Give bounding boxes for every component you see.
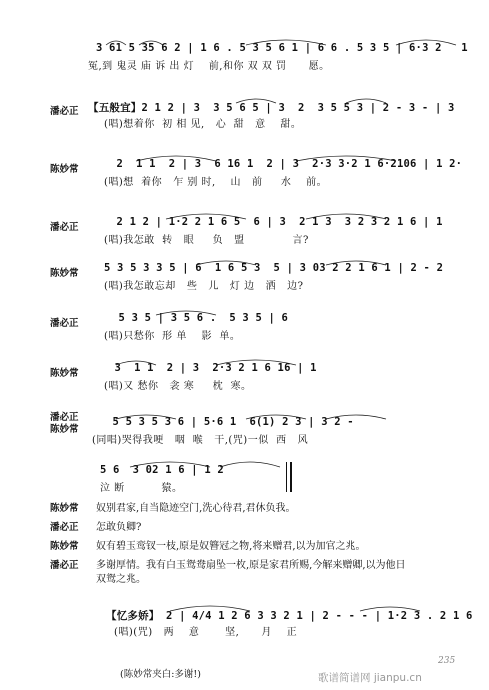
- role-label: 陈妙常: [50, 503, 79, 514]
- dialogue-line: [50, 502, 480, 515]
- role-label: 潘必正: [50, 522, 79, 533]
- dialogue-text: 奴有碧玉鸾钗一枝,原是奴簪冠之物,将来赠君,以为加官之兆。: [96, 541, 366, 552]
- role-label: 潘必正: [50, 560, 79, 571]
- site-watermark: 歌谱简谱网 jianpu.cn: [318, 672, 422, 684]
- spoken-aside: (陈妙常夹白:多谢!): [120, 669, 201, 680]
- role-label: 潘必正: [50, 222, 79, 233]
- role-label: 陈妙常: [50, 368, 79, 379]
- role-label: 陈妙常: [50, 164, 79, 175]
- lyric-line: (唱)我怎敢忘却 些 儿 灯 边 洒 边?: [104, 281, 304, 292]
- lyric-line: (唱)(咒) 两 意 坚, 月 正: [114, 627, 298, 638]
- page-number: 235: [438, 656, 456, 666]
- dialogue-text: 多谢厚情。我有白玉鸳鸯扇坠一枚,原是家君所赐,今解来赠卿,以为他日: [96, 560, 406, 571]
- lyric-line: (唱)我怎敢 转 眼 负 盟 言?: [104, 235, 309, 246]
- notation-line: 3 61 5 35 6 2 | 1 6 . 5 3 5 6 1 | 6 6 . 5 3 5 | 6·3 2 1: [96, 42, 468, 54]
- dialogue-line: [50, 521, 480, 534]
- end-barline-thick: [290, 462, 292, 492]
- notation-line: 3 1 1 2 | 3 2·3 2 1 6 16 | 1: [108, 362, 317, 374]
- lyric-line: (唱)只愁你 形 单 影 单。: [104, 331, 241, 342]
- notation-line: 【忆多娇】 2 | 4/4 1 2 6 3 3 2 1 | 2 - - - | 1·2 3 . 2 1 6: [106, 610, 473, 622]
- dialogue-text: 奴别君家,自当隐迹空门,洗心待君,君休负我。: [96, 503, 296, 514]
- lyric-line: (唱)想 着你 乍 别 时, 山 前 水 前。: [104, 177, 328, 188]
- dialogue-text: 双鸳之兆。: [96, 574, 146, 585]
- dialogue-line: [96, 573, 489, 586]
- lyric-line: (唱)想着你 初 相 见, 心 甜 意 甜。: [104, 119, 302, 130]
- lyric-line: 泣 断 猿。: [100, 483, 183, 494]
- dialogue-text: 怎敢负卿?: [96, 522, 142, 533]
- dialogue-line: [50, 540, 480, 553]
- notation-line: 【五般宜】2 1 2 | 3 3 5 6 5 | 3 2 3 5 5 3 | 2 - 3 - | 3: [88, 102, 455, 114]
- notation-line: 2 1 1 2 | 3 6 16 1 2 | 3 2·3 3·2 1 6·2106 | 1 2·: [110, 158, 463, 170]
- notation-line: 5 5 3 5 3 6 | 5·6 1 6(1) 2 3 | 3 2 -: [106, 416, 354, 428]
- notation-line: 2 1 2 | 1·2 2 1 6 5 6 | 3 2 1 3 3 2 3 2 1 6 | 1: [110, 216, 443, 228]
- dialogue-line: [50, 559, 480, 572]
- role-label: 陈妙常: [50, 268, 79, 279]
- notation-line: 5 3 5 3 3 5 | 6 1 6 5 3 5 | 3 03 2 2 1 6 1 | 2 - 2: [104, 262, 444, 274]
- role-label: 潘必正 陈妙常: [50, 412, 79, 435]
- role-label: 潘必正: [50, 318, 79, 329]
- role-label: 潘必正: [50, 106, 79, 117]
- notation-line: 5 6 3 02 1 6 | 1 2: [100, 464, 224, 476]
- lyric-line: (同唱)哭得我哽 咽 喉 干,(咒)一似 西 风: [92, 435, 309, 446]
- role-label: 陈妙常: [50, 541, 79, 552]
- end-barline: [286, 462, 287, 492]
- notation-line: 5 3 5 | 3 5 6 . 5 3 5 | 6: [112, 312, 289, 324]
- lyric-line: (唱)又 愁你 衾 寒 枕 寒。: [104, 381, 252, 392]
- lyric-line: 冤,到 鬼灵 庙 诉 出 灯 前,和你 双 双 罚 愿。: [88, 61, 330, 72]
